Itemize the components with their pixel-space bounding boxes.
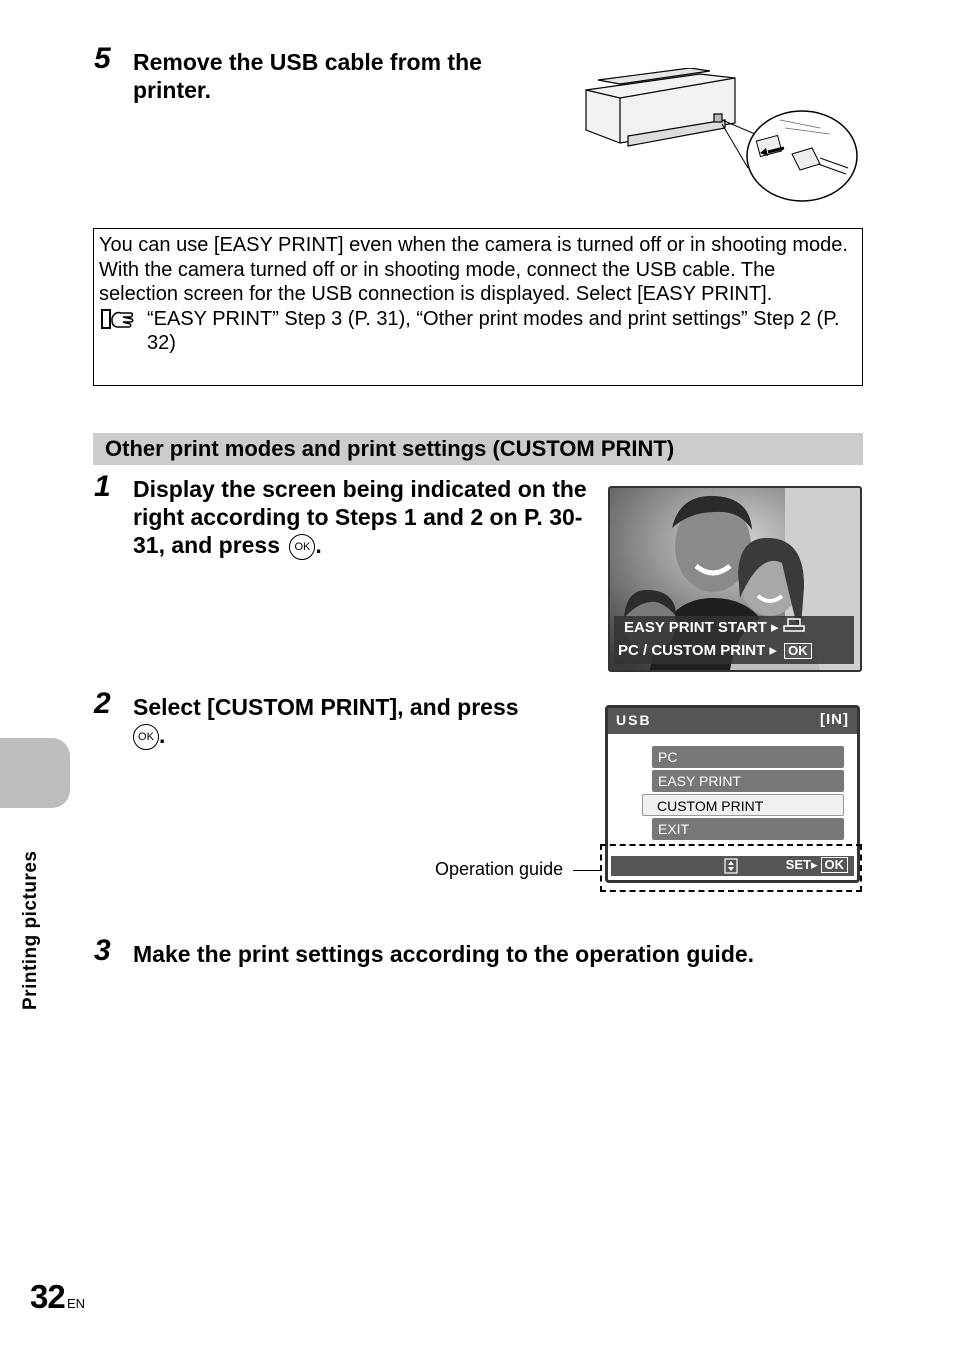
usb-menu-item-exit[interactable]: EXIT: [652, 818, 844, 840]
chapter-tab: [0, 738, 70, 808]
section-title: Other print modes and print settings (CUSTOM PRINT): [105, 436, 675, 461]
section-header: [93, 433, 863, 465]
page-number: 32: [30, 1278, 65, 1315]
set-label: SET: [785, 857, 811, 872]
operation-guide-leader-line: [573, 870, 600, 871]
pc-custom-print-line: [618, 641, 812, 659]
camera-photo-screen: [608, 486, 862, 672]
easy-print-start-label: EASY PRINT START: [624, 619, 767, 636]
ok-key-icon: OK: [784, 643, 812, 659]
step-1-instruction: Display the screen being indicated on the right according to Steps 1 and 2 on P. 30-31, and press: [133, 476, 587, 558]
usb-menu-item-pc[interactable]: PC: [652, 746, 844, 768]
step-5-number: 5: [94, 42, 111, 75]
page-language: EN: [67, 1296, 86, 1311]
photo-menu-overlay: [614, 616, 854, 664]
arrow-right-icon: ▸: [770, 619, 779, 636]
ok-key-icon: OK: [821, 857, 849, 873]
ok-button-icon: OK: [289, 534, 315, 560]
operation-guide-highlight: [600, 844, 862, 892]
note-reference: [99, 307, 857, 356]
pc-custom-print-label: PC / CUSTOM PRINT: [618, 642, 766, 659]
reference-icon: [101, 309, 135, 336]
usb-menu-item-easy-print[interactable]: EASY PRINT: [652, 770, 844, 792]
step-3-number: 3: [94, 934, 111, 967]
step-1-period: .: [315, 532, 322, 558]
print-icon: [783, 618, 805, 632]
operation-guide-label: Operation guide: [435, 859, 564, 879]
step-1-text: [133, 475, 593, 560]
step-1-number: 1: [94, 470, 111, 503]
note-reference-text: “EASY PRINT” Step 3 (P. 31), “Other print modes and print settings” Step 2 (P. 32): [147, 307, 840, 354]
step-2-text: [133, 693, 563, 750]
step-3-text: Make the print settings according to the operation guide.: [133, 941, 755, 967]
internal-memory-indicator: [IN]: [820, 711, 849, 728]
step-2-period: .: [159, 722, 166, 748]
printer-usb-illustration: [580, 68, 860, 203]
usb-screen-title: USB: [616, 712, 652, 728]
arrow-right-icon: ▸: [769, 642, 777, 659]
easy-print-start-line: [624, 618, 805, 636]
note-text: You can use [EASY PRINT] even when the camera is turned off or in shooting mode. With the camera turned off or in shooting mode, connect the USB cable. The selection screen for the USB connection is displayed. Select [EASY PRINT].: [99, 234, 848, 305]
step-5-text: Remove the USB cable from the printer.: [133, 49, 482, 103]
step-2-instruction: Select [CUSTOM PRINT], and press: [133, 694, 519, 720]
usb-screen-header: [608, 708, 857, 734]
arrow-right-icon: ▸: [810, 857, 818, 872]
ok-button-icon: OK: [133, 724, 159, 750]
usb-menu-item-custom-print[interactable]: CUSTOM PRINT: [642, 794, 844, 816]
chapter-label: Printing pictures: [20, 850, 41, 1010]
step-2-number: 2: [94, 687, 111, 720]
easy-print-note: [93, 228, 863, 386]
